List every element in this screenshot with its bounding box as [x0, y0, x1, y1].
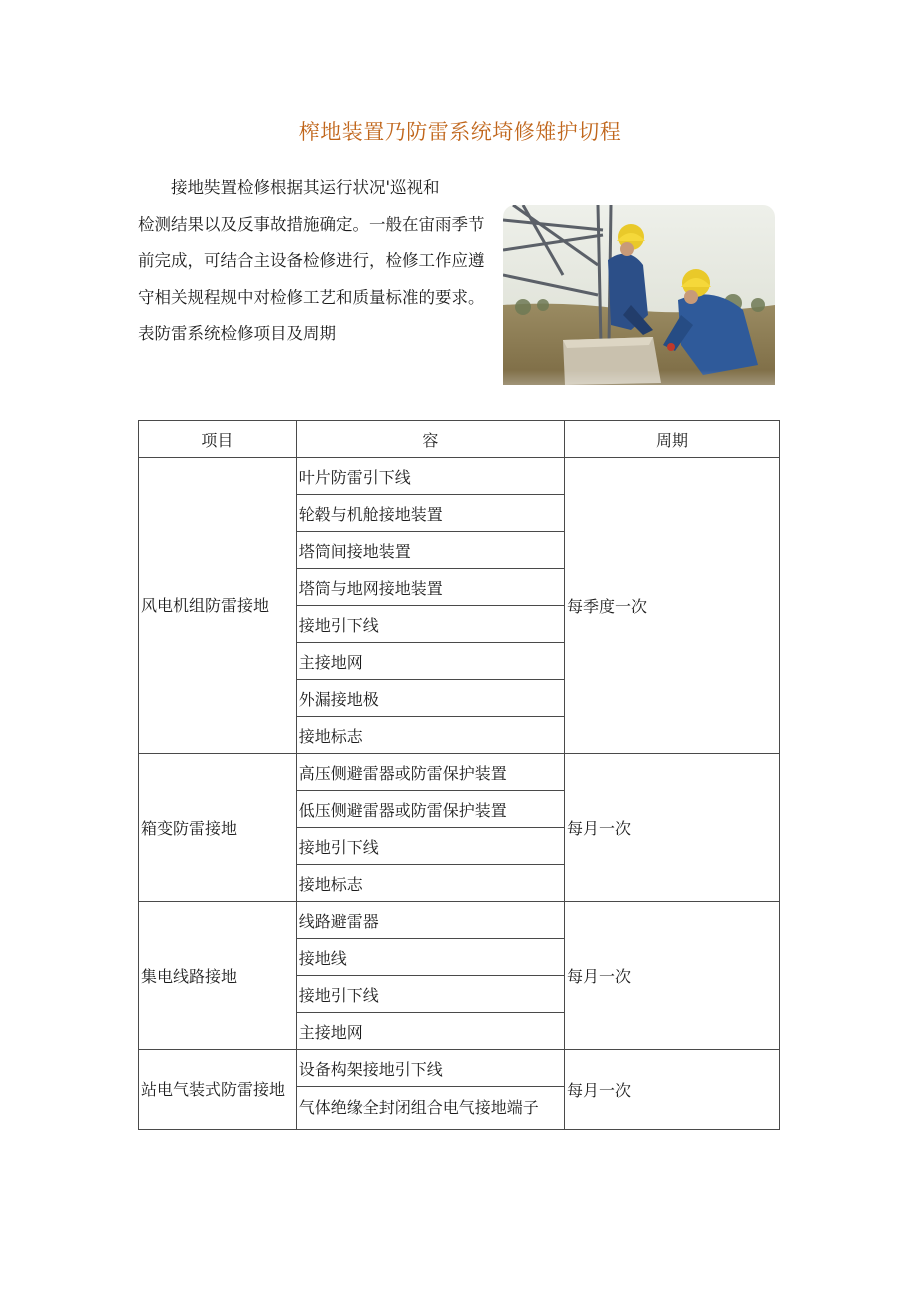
header-cycle: 周期: [564, 421, 779, 458]
item-cell: 气体绝缘全封闭组合电气接地端子: [296, 1087, 564, 1130]
project-cell: 箱变防雷接地: [139, 754, 297, 902]
item-cell: 外漏接地极: [296, 680, 564, 717]
header-content: 容: [296, 421, 564, 458]
item-cell: 轮毂与机舱接地装置: [296, 495, 564, 532]
item-cell: 高压侧避雷器或防雷保护装置: [296, 754, 564, 791]
item-cell: 叶片防雷引下线: [296, 458, 564, 495]
table-caption: 表防雷系统检修项目及周期: [138, 324, 336, 343]
project-cell: 集电线路接地: [139, 902, 297, 1050]
cycle-cell: 每月一次: [564, 1050, 779, 1130]
paragraph-line: 接地奘置检修根据其运行状况'巡视和: [171, 178, 440, 197]
item-cell: 主接地网: [296, 643, 564, 680]
item-cell: 线路避雷器: [296, 902, 564, 939]
page-title: 榨地装置乃防雷系统埼修雉护切程: [298, 120, 622, 144]
paragraph-line: 前完成，可结合主设备检修进行，检修工作应遵: [138, 251, 485, 270]
cycle-cell: 每季度一次: [564, 458, 779, 754]
workers-photo: [503, 205, 775, 423]
item-cell: 设备构架接地引下线: [296, 1050, 564, 1087]
item-cell: 接地标志: [296, 865, 564, 902]
intro-paragraph: [138, 170, 498, 353]
item-cell: 接地引下线: [296, 828, 564, 865]
item-cell: 塔筒与地网接地装置: [296, 569, 564, 606]
paragraph-line: 守相关规程规中对检修工艺和质量标准的要求。: [138, 287, 485, 307]
header-project: 项目: [139, 421, 297, 458]
project-cell: 站电气装式防雷接地: [139, 1050, 297, 1130]
item-cell: 接地线: [296, 939, 564, 976]
item-cell: 主接地网: [296, 1013, 564, 1050]
paragraph-line: 检测结果以及反事故措施确定。一般在宙雨季节: [138, 214, 485, 234]
cycle-cell: 每月一次: [564, 902, 779, 1050]
item-cell: 接地引下线: [296, 606, 564, 643]
cycle-cell: 每月一次: [564, 754, 779, 902]
item-cell: 低压侧避雷器或防雷保护装置: [296, 791, 564, 828]
item-cell: 接地引下线: [296, 976, 564, 1013]
item-cell: 接地标志: [296, 717, 564, 754]
project-cell: 风电机组防雷接地: [139, 458, 297, 754]
inspection-table: [138, 420, 780, 1130]
item-cell: 塔筒间接地装置: [296, 532, 564, 569]
